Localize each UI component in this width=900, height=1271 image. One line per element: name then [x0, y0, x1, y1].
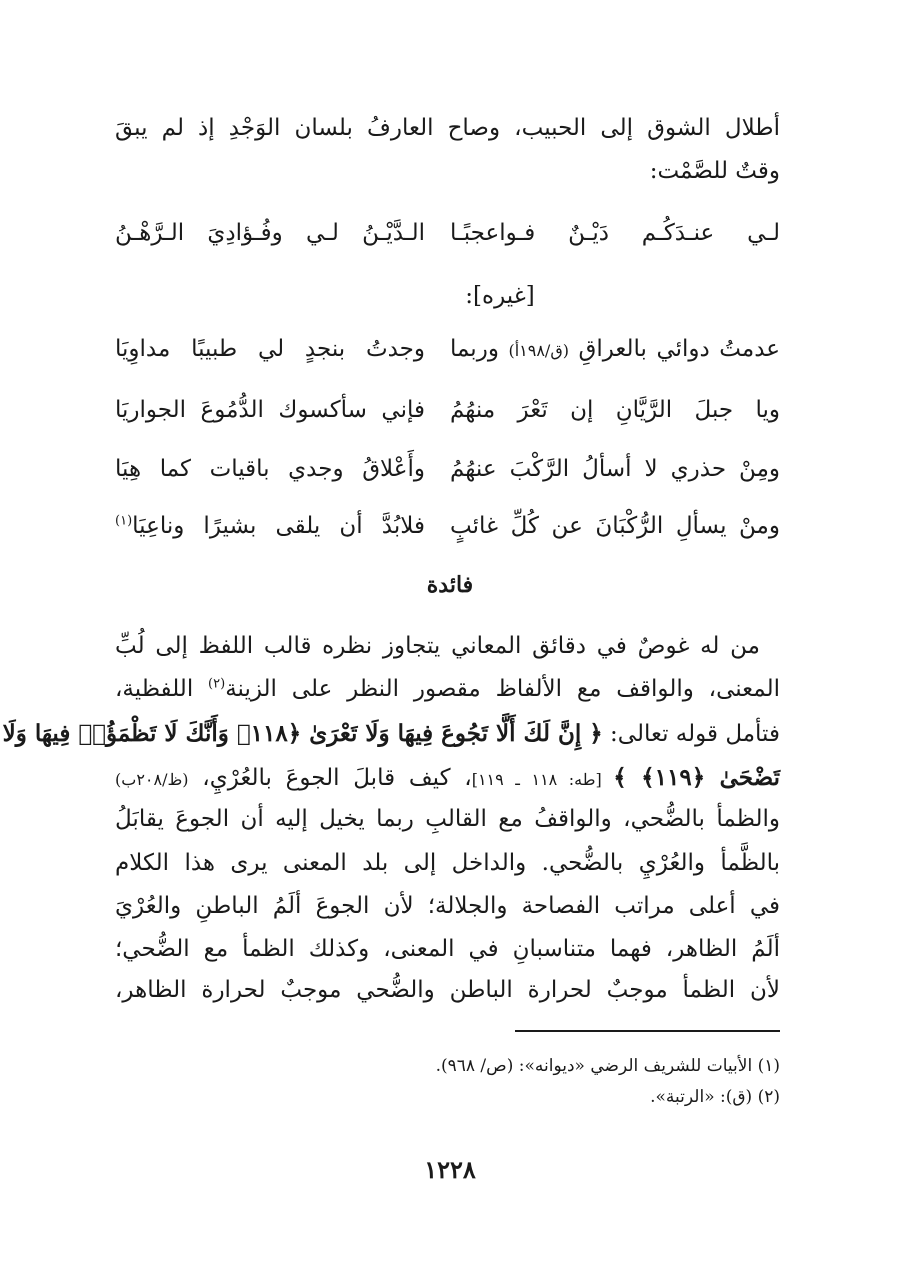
section-heading: فائدة — [426, 572, 474, 598]
poet-label — [100, 283, 900, 309]
verse-first-hemistich: لـي عنـدَكُـم دَيْـنٌ فـواعجبًـا — [450, 220, 780, 246]
verse-first-hemistich: ويا جبلَ الرَّيَّانِ إن تَعْرَ منهُمُ — [450, 397, 780, 423]
paragraph-line: ألَمُ الظاهر، فهما متناسبانِ في المعنى، وكذلك الظمأ مع الضُّحي؛ — [115, 936, 780, 962]
paragraph-line: لأن الظمأ موجبٌ لحرارة الباطن والضُّحي موجبٌ لحرارة الظاهر، — [115, 977, 780, 1003]
verse-row — [115, 220, 780, 264]
verse-second-hemistich: وأَعْلاقُ وجدي باقيات كما هِيَا — [115, 456, 425, 482]
footnote-separator — [515, 1030, 780, 1032]
quran-verse: ﴿ إِنَّ لَكَ أَلَّا تَجُوعَ فِيهَا وَلَا تَعْرَىٰ ﴿١١٨﴾ وَأَنَّكَ لَا تَظْمَؤُا۟ فِيهَا وَلَا — [2, 720, 603, 747]
manuscript-ref: (ظ/٢٠٨ب) — [115, 770, 189, 789]
verse-row — [115, 513, 780, 557]
paragraph-line: بالظَّمأ والعُرْيِ بالضُّحي. والداخل إلى بلد المعنى يرى هذا الكلام — [115, 850, 780, 876]
verse-row — [115, 456, 780, 500]
page-number: ١٢٢٨ — [424, 1155, 476, 1184]
verse-row — [115, 336, 780, 380]
paragraph-line: والظمأ بالضُّحي، والواقفُ مع القالبِ ربما يخيل إليه أن الجوعَ يقابَلُ — [115, 806, 780, 832]
verse-second-hemistich: وجدتُ بنجدٍ لي طبيبًا مداوِيَا — [115, 336, 425, 362]
paragraph-line: تَضْحَىٰ ﴿١١٩﴾ ﴾ [طه: ١١٨ ـ ١١٩]، كيف قابلَ الجوعَ بالعُرْيِ، (ظ/٢٠٨ب) — [115, 764, 781, 791]
verse-second-hemistich: فلابُدَّ أن يلقى بشيرًا وناعِيَا$^{(١)}$ — [115, 513, 425, 539]
paragraph-line: المعنى، والواقف مع الألفاظ مقصور النظر على الزينة$^{(٢)}$ اللفظية، — [115, 676, 780, 702]
intro-line-2: وقتٌ للصَّمْت: — [649, 158, 780, 184]
verse-first-hemistich: ومِنْ حذري لا أسألُ الرَّكْبَ عنهُمُ — [450, 456, 780, 482]
verse-second-hemistich: الـدَّيْـنُ لـي وفُـؤادِيَ الـرَّهْـنُ — [115, 220, 425, 246]
paragraph-line: فتأمل قوله تعالى: ﴿ إِنَّ لَكَ أَلَّا تَجُوعَ فِيهَا وَلَا تَعْرَىٰ ﴿١١٨﴾ وَأَنَّكَ لَا تَظْمَؤُا۟ فِيهَا وَلَا — [2, 720, 780, 747]
poet-label-text: [غيره]: — [465, 283, 535, 309]
paragraph-line: في أعلى مراتب الفصاحة والجلالة؛ لأن الجوعَ ألَمُ الباطنِ والعُرْيَ — [115, 893, 780, 919]
verse-second-hemistich: فإني سأكسوك الدُّمُوعَ الجواريَا — [115, 397, 425, 423]
footnote-marker[interactable]: (٢) — [208, 676, 226, 692]
intro-line-1: أطلال الشوق إلى الحبيب، وصاح العارفُ بلسان الوَجْدِ إذ لم يبقَ — [115, 115, 780, 141]
quran-verse: تَضْحَىٰ ﴿١١٩﴾ ﴾ — [613, 764, 781, 791]
surah-reference: [طه: ١١٨ ـ ١١٩] — [471, 770, 614, 789]
verse-row — [115, 397, 780, 441]
footnote: (٢) (ق): «الرتبة». — [650, 1087, 780, 1107]
verse-first-hemistich: عدمتُ دوائي بالعراقِ (ق/١٩٨أ) وربما — [450, 336, 781, 362]
manuscript-ref: (ق/١٩٨أ) — [508, 341, 569, 360]
footnote: (١) الأبيات للشريف الرضي «ديوانه»: (ص/ ٩٦٨). — [435, 1056, 780, 1076]
footnote-marker[interactable]: (١) — [115, 513, 133, 529]
verse-first-hemistich: ومنْ يسألِ الرُّكْبَانَ عن كُلِّ غائبٍ — [450, 513, 780, 539]
paragraph-line: من له غوصٌ في دقائق المعاني يتجاوز نظره قالب اللفظ إلى لُبِّ — [115, 633, 760, 659]
